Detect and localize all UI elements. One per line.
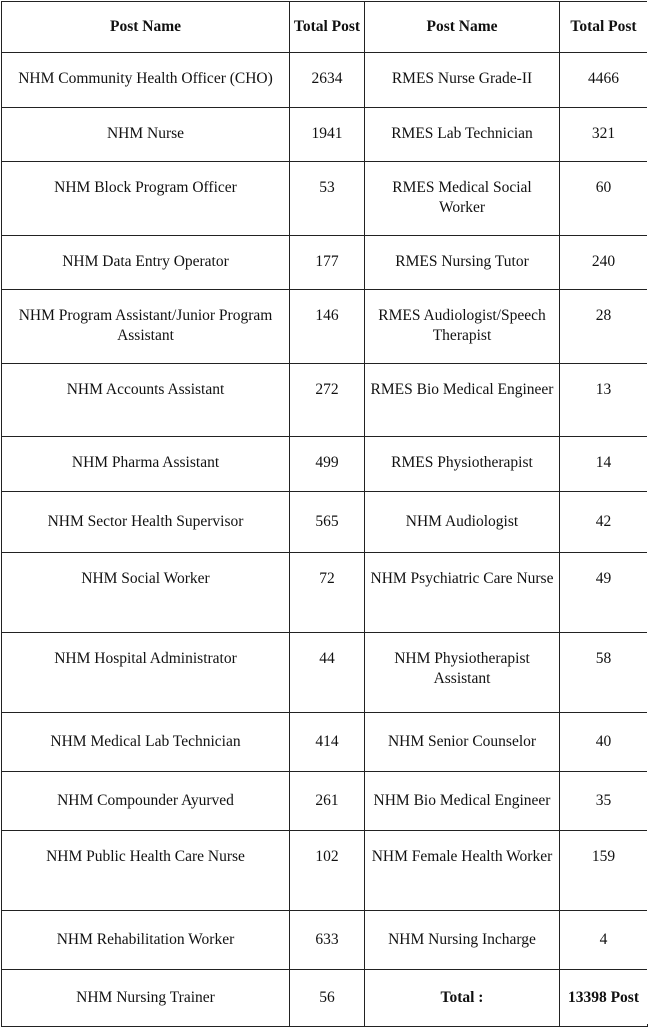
right-post-name: NHM Bio Medical Engineer [365,772,560,831]
left-post-name: NHM Social Worker [2,553,290,633]
left-post-name: NHM Rehabilitation Worker [2,911,290,970]
header-total-post-left: Total Post [290,2,365,53]
right-post-name: RMES Bio Medical Engineer [365,364,560,437]
right-total-post: 4466 [560,53,648,108]
table-row [2,492,648,553]
right-post-name: NHM Audiologist [365,492,560,553]
grand-total-value: 13398 Post [560,970,648,1027]
right-total-post: 28 [560,290,648,364]
table-row [2,162,648,236]
left-total-post: 102 [290,831,365,911]
left-total-post: 633 [290,911,365,970]
right-post-name: NHM Physiotherapist Assistant [365,633,560,713]
right-total-post: 58 [560,633,648,713]
right-post-name: RMES Lab Technician [365,108,560,162]
left-total-post: 1941 [290,108,365,162]
table-row [2,290,648,364]
left-post-name: NHM Medical Lab Technician [2,713,290,772]
table-row [2,713,648,772]
left-total-post: 2634 [290,53,365,108]
left-total-post: 56 [290,970,365,1027]
left-post-name: NHM Nursing Trainer [2,970,290,1027]
table-row [2,633,648,713]
left-post-name: NHM Program Assistant/Junior Program Assistant [2,290,290,364]
right-total-post: 240 [560,236,648,290]
left-total-post: 272 [290,364,365,437]
table-row [2,970,648,1027]
table-row [2,53,648,108]
left-total-post: 44 [290,633,365,713]
right-total-post: 49 [560,553,648,633]
right-total-post: 321 [560,108,648,162]
header-total-post-right: Total Post [560,2,648,53]
table-row [2,831,648,911]
table-row [2,437,648,492]
left-total-post: 565 [290,492,365,553]
header-post-name-right: Post Name [365,2,560,53]
left-post-name: NHM Accounts Assistant [2,364,290,437]
right-post-name: NHM Female Health Worker [365,831,560,911]
table-row [2,236,648,290]
left-total-post: 499 [290,437,365,492]
posts-table [1,1,648,1027]
left-post-name: NHM Community Health Officer (CHO) [2,53,290,108]
table-header-row [2,2,648,53]
left-total-post: 261 [290,772,365,831]
left-total-post: 72 [290,553,365,633]
left-post-name: NHM Hospital Administrator [2,633,290,713]
left-total-post: 414 [290,713,365,772]
right-post-name: RMES Nursing Tutor [365,236,560,290]
right-post-name: NHM Psychiatric Care Nurse [365,553,560,633]
right-total-post: 60 [560,162,648,236]
left-post-name: NHM Nurse [2,108,290,162]
right-total-post: 4 [560,911,648,970]
left-post-name: NHM Pharma Assistant [2,437,290,492]
page-margin [647,0,660,1024]
right-total-post: 40 [560,713,648,772]
right-total-post: 42 [560,492,648,553]
left-post-name: NHM Block Program Officer [2,162,290,236]
table-row [2,772,648,831]
grand-total-label: Total : [365,970,560,1027]
table-row [2,108,648,162]
right-post-name: NHM Senior Counselor [365,713,560,772]
right-post-name: RMES Medical Social Worker [365,162,560,236]
left-post-name: NHM Data Entry Operator [2,236,290,290]
right-total-post: 35 [560,772,648,831]
left-total-post: 146 [290,290,365,364]
right-post-name: RMES Audiologist/Speech Therapist [365,290,560,364]
table-row [2,364,648,437]
left-post-name: NHM Public Health Care Nurse [2,831,290,911]
right-total-post: 13 [560,364,648,437]
left-total-post: 177 [290,236,365,290]
left-post-name: NHM Sector Health Supervisor [2,492,290,553]
right-post-name: RMES Nurse Grade-II [365,53,560,108]
left-total-post: 53 [290,162,365,236]
table-row [2,911,648,970]
right-total-post: 159 [560,831,648,911]
table-row [2,553,648,633]
right-post-name: NHM Nursing Incharge [365,911,560,970]
right-post-name: RMES Physiotherapist [365,437,560,492]
header-post-name-left: Post Name [2,2,290,53]
right-total-post: 14 [560,437,648,492]
left-post-name: NHM Compounder Ayurved [2,772,290,831]
